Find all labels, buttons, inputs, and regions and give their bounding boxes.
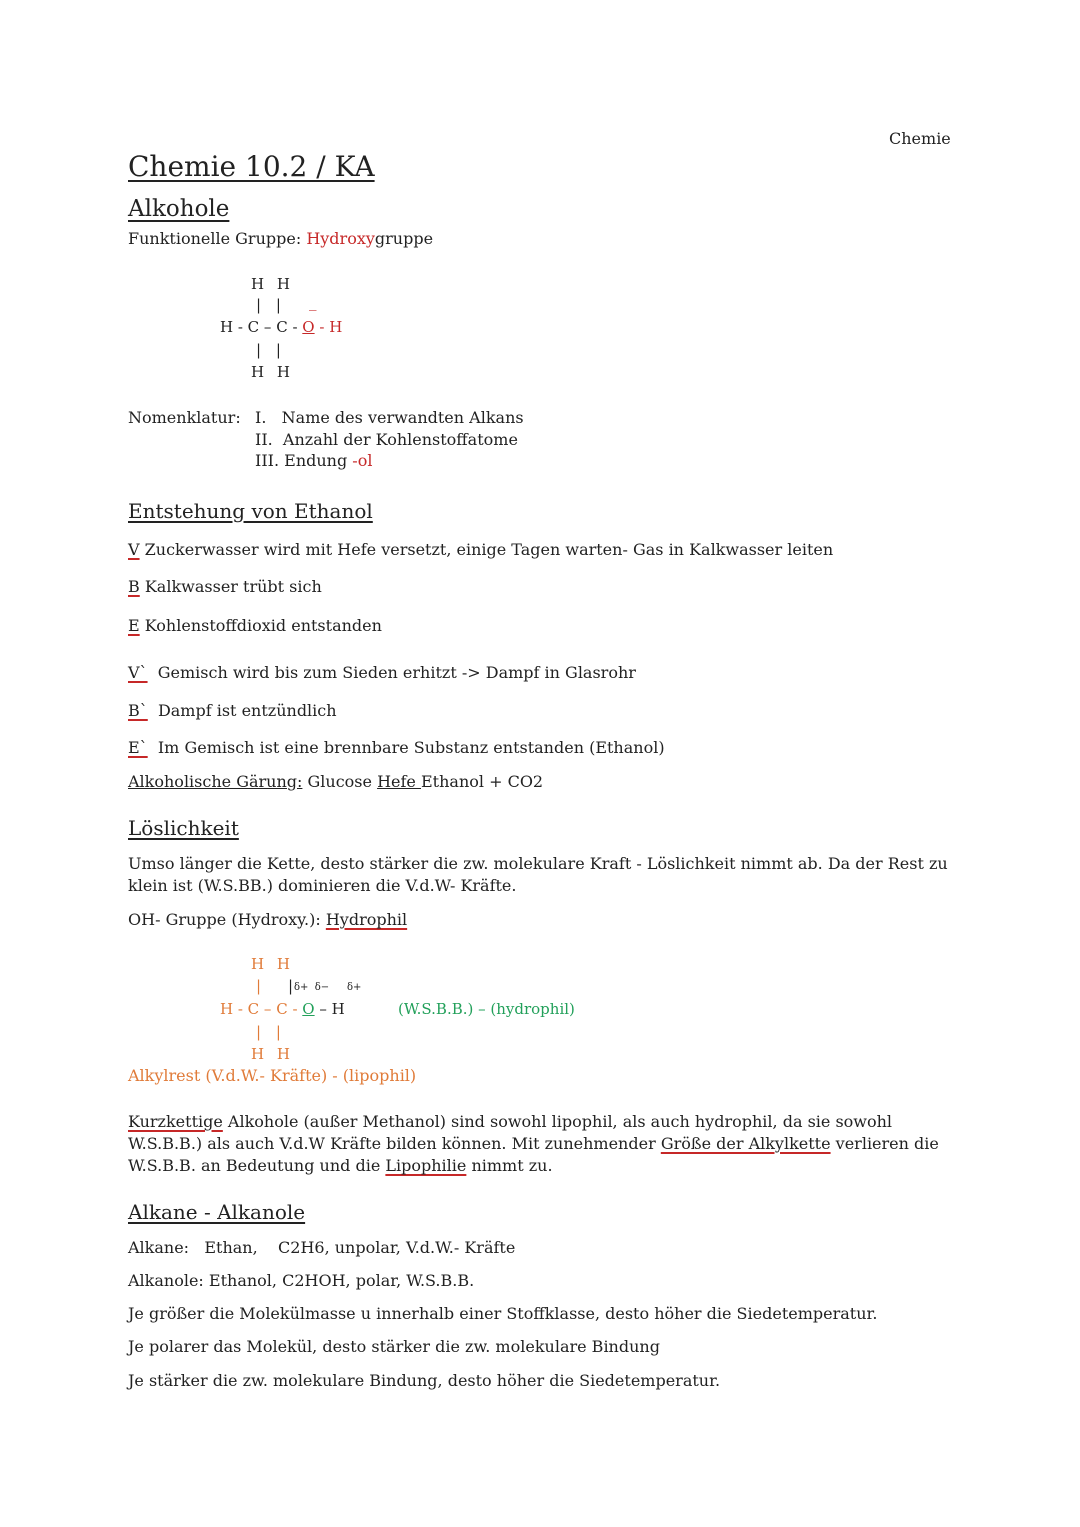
mol2-bar-right: | <box>288 977 294 995</box>
mol2-chain-right: – H <box>319 1000 345 1018</box>
mol1-chain <box>220 318 342 336</box>
mol1-chain-right: - H <box>319 318 343 336</box>
mol2-chain-left: H - C – C - <box>220 1000 298 1018</box>
gaerung-label: Alkoholische Gärung: <box>128 772 303 791</box>
label-e2: E` <box>128 738 148 757</box>
heading-loeslichkeit: Löslichkeit <box>128 816 239 840</box>
oh-group-line <box>128 910 407 929</box>
mol2-delta-charges: δ+ δ− <box>294 982 330 993</box>
mol2-oxygen: O <box>302 1000 315 1018</box>
heading-alkane-alkanole: Alkane - Alkanole <box>128 1200 306 1224</box>
text-e: Kohlenstoffdioxid entstanden <box>139 616 382 635</box>
nomenklatur-label: Nomenklatur: <box>128 408 241 427</box>
kurzkettig-term: Kurzkettige <box>128 1112 223 1131</box>
alkanole-line: Alkanole: Ethanol, C2HOH, polar, W.S.B.B. <box>128 1271 475 1290</box>
text-b2: Dampf ist entzündlich <box>147 701 337 720</box>
alkylrest-label: Alkylrest (V.d.W.- Kräfte) - (lipophil) <box>128 1066 417 1085</box>
entstehung-line-v2 <box>128 663 636 682</box>
kurzkettig-text-1: Alkohole (außer Methanol) sind sowohl lipophil, als auch hydrophil, da sie sowohl W.S.B.B.) als auch V.d.W Kräfte bilden können. Mit zunehmender <box>128 1112 893 1153</box>
functional-group-line <box>128 229 433 248</box>
label-e: E <box>128 616 140 635</box>
entstehung-line-e <box>128 616 382 635</box>
text-e2: Im Gemisch ist eine brennbare Substanz entstanden (Ethanol) <box>147 738 665 757</box>
functional-group-label: Funktionelle Gruppe: <box>128 229 307 248</box>
alkylkette-term: Größe der Alkylkette <box>660 1134 831 1153</box>
gaerung-line <box>128 772 543 791</box>
kurzkettig-text-2: verlieren die W.S.B.B. an Bedeutung und die <box>128 1134 939 1175</box>
mol2-top-h: H H <box>251 955 290 973</box>
functional-group-rest: gruppe <box>374 229 434 248</box>
mol1-top-h: H H <box>251 275 290 293</box>
nomenklatur-item-1: I. Name des verwandten Alkans <box>255 408 524 427</box>
oh-group-value: Hydrophil <box>325 910 408 929</box>
nomenklatur-item-2: II. Anzahl der Kohlenstoffatome <box>255 430 518 449</box>
mol1-chain-left: H - C – C - <box>220 318 298 336</box>
rule-molekuelmasse: Je größer die Molekülmasse u innerhalb einer Stoffklasse, desto höher die Siedetemperatur. <box>128 1304 878 1323</box>
kurzkettig-text-3: nimmt zu. <box>466 1156 553 1175</box>
label-v: V <box>128 540 140 559</box>
nomenklatur-item-3-text: III. Endung <box>255 451 353 470</box>
mol2-delta-h: δ+ <box>347 982 362 993</box>
mol1-bars-bottom: | | <box>256 341 281 359</box>
label-v2: V` <box>128 663 148 682</box>
gaerung-glucose: Glucose <box>302 772 378 791</box>
mol1-bars-top: | | <box>256 296 281 314</box>
text-v: Zuckerwasser wird mit Hefe versetzt, einige Tagen warten- Gas in Kalkwasser leiten <box>139 540 834 559</box>
nomenklatur-item-3 <box>255 451 372 470</box>
entstehung-line-e2 <box>128 738 665 757</box>
oh-group-label: OH- Gruppe (Hydroxy.): <box>128 910 326 929</box>
entstehung-line-b2 <box>128 701 337 720</box>
label-b: B <box>128 577 140 596</box>
page-title: Chemie 10.2 / KA <box>128 150 375 183</box>
heading-entstehung: Entstehung von Ethanol <box>128 499 373 523</box>
mol1-bottom-h: H H <box>251 363 290 381</box>
gaerung-products: Ethanol + CO2 <box>420 772 544 791</box>
label-b2: B` <box>128 701 148 720</box>
rule-polaritaet: Je polarer das Molekül, desto stärker die zw. molekulare Bindung <box>128 1337 660 1356</box>
mol2-annotation: (W.S.B.B.) – (hydrophil) <box>398 1000 575 1018</box>
mol1-oxygen: O <box>302 318 315 336</box>
loeslichkeit-paragraph: Umso länger die Kette, desto stärker die zw. molekulare Kraft - Löslichkeit nimmt ab. Da der Rest zu klein ist (W.S.BB.) dominieren die V.d.W- Kräfte. <box>128 854 948 895</box>
mol2-bar-left: | <box>256 977 262 995</box>
mol1-lone-pair: _ <box>309 293 317 311</box>
entstehung-line-v <box>128 540 833 559</box>
functional-group-red: Hydroxy <box>306 229 375 248</box>
alkane-line: Alkane: Ethan, C2H6, unpolar, V.d.W.- Kräfte <box>128 1238 516 1257</box>
entstehung-line-b <box>128 577 322 596</box>
heading-alkohole: Alkohole <box>128 196 230 222</box>
gaerung-hefe: Hefe <box>377 772 421 791</box>
text-b: Kalkwasser trübt sich <box>139 577 322 596</box>
nomenklatur-suffix: -ol <box>352 451 373 470</box>
mol2-bars-bottom: | | <box>256 1023 281 1041</box>
mol2-bottom-h: H H <box>251 1045 290 1063</box>
lipophilie-term: Lipophilie <box>385 1156 467 1175</box>
text-v2: Gemisch wird bis zum Sieden erhitzt -> Dampf in Glasrohr <box>147 663 636 682</box>
kurzkettig-paragraph <box>128 1111 948 1177</box>
subject-header: Chemie <box>889 129 951 148</box>
rule-bindung: Je stärker die zw. molekulare Bindung, desto höher die Siedetemperatur. <box>128 1371 721 1390</box>
mol2-chain <box>220 1000 345 1018</box>
